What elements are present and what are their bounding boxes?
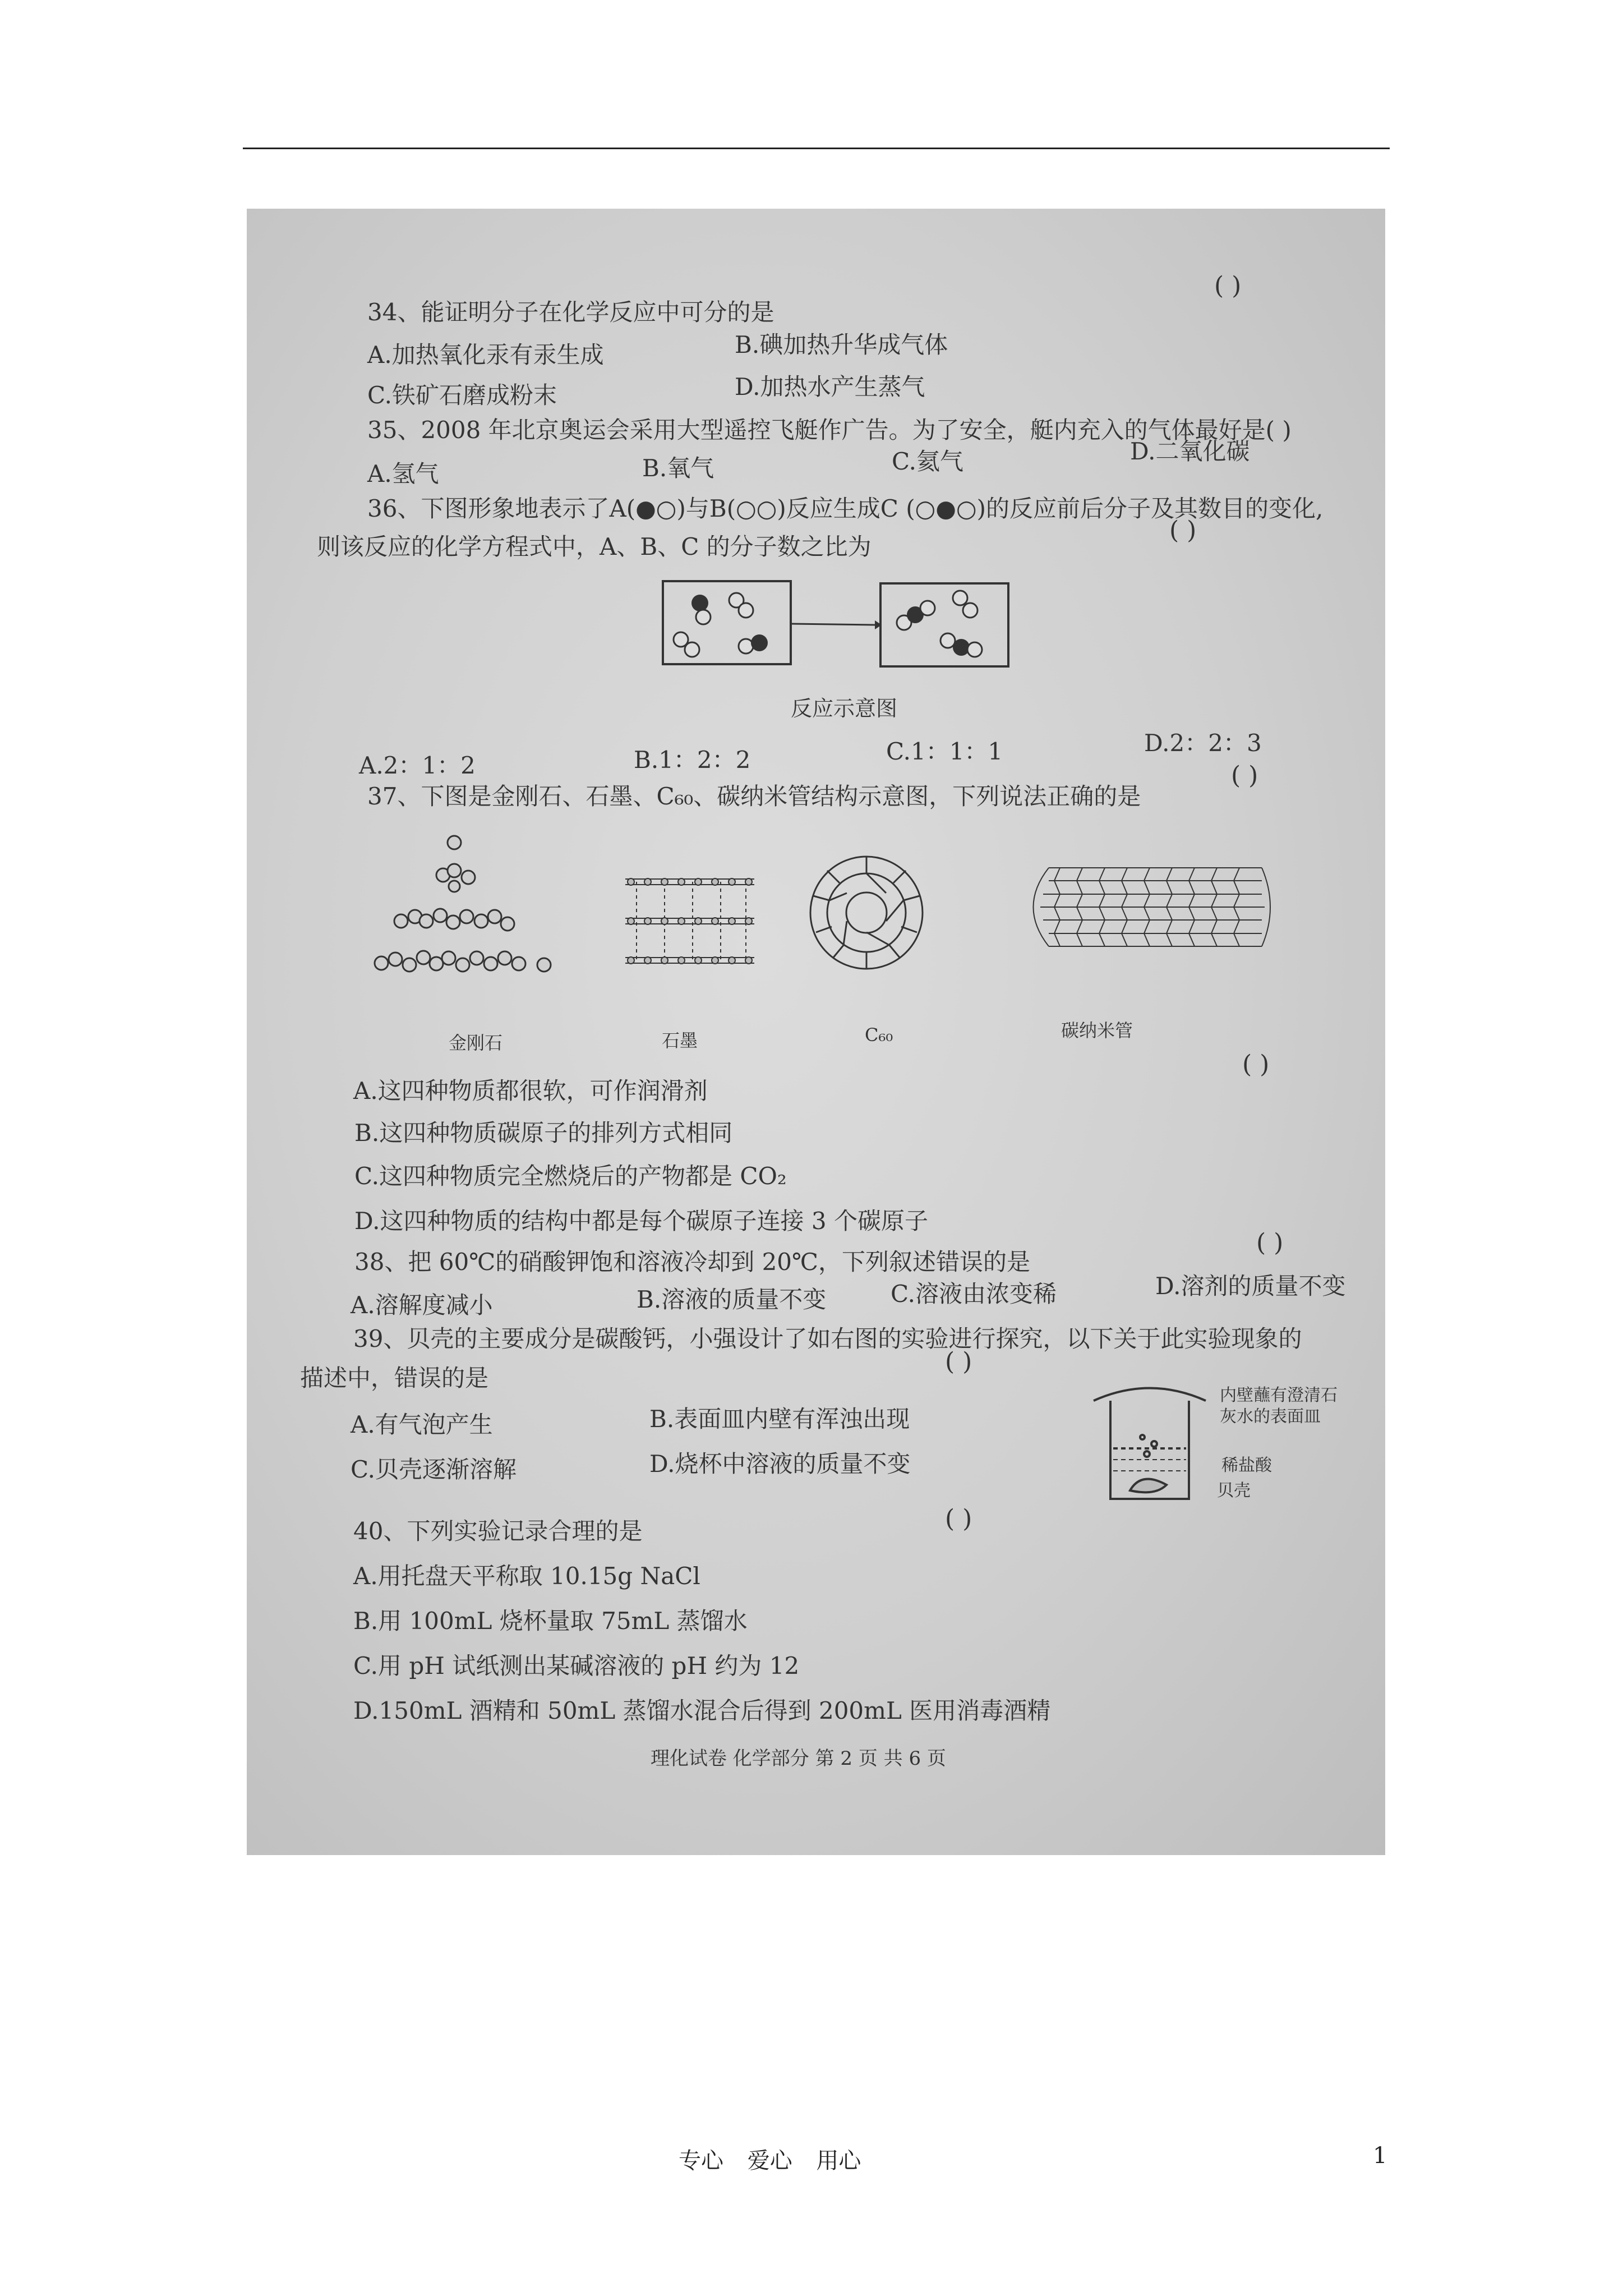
q34-stem: 34、能证明分子在化学反应中可分的是 <box>367 298 774 326</box>
atom-dark <box>691 595 708 611</box>
q39-stem-line2: 描述中，错误的是 <box>300 1364 489 1392</box>
q39-option-b: B.表面皿内壁有浑浊出现 <box>649 1405 910 1433</box>
q35-option-b: B.氧气 <box>642 454 714 482</box>
q40-option-a: A.用托盘天平称取 10.15g NaCl <box>353 1562 700 1590</box>
atom-dark <box>751 634 768 651</box>
q38-option-b: B.溶液的质量不变 <box>637 1286 827 1313</box>
before-box <box>663 581 791 664</box>
atom-light <box>920 601 935 615</box>
atom-light <box>696 610 711 624</box>
q34-option-d: D.加热水产生蒸气 <box>735 373 925 401</box>
q40-option-c: C.用 pH 试纸测出某碱溶液的 pH 约为 12 <box>353 1652 800 1680</box>
reaction-diagram-caption: 反应示意图 <box>791 696 898 721</box>
shell-acid-apparatus <box>1088 1381 1211 1510</box>
reaction-diagram <box>662 578 1009 679</box>
q36-answer-paren: ( ) <box>1169 516 1197 545</box>
label-diamond: 金刚石 <box>449 1032 503 1053</box>
q35-stem: 35、2008 年北京奥运会采用大型遥控飞艇作广告。为了安全，艇内充入的气体最好是( ) <box>367 416 1292 444</box>
apparatus-label-shell: 贝壳 <box>1217 1481 1251 1501</box>
q40-stem: 40、下列实验记录合理的是 <box>353 1517 643 1545</box>
q35-option-c: C.氦气 <box>892 448 963 475</box>
exam-page-photo <box>247 209 1385 1855</box>
q35-option-d: D.二氧化碳 <box>1130 438 1250 465</box>
q37-option-d: D.这四种物质的结构中都是每个碳原子连接 3 个碳原子 <box>354 1207 928 1235</box>
atom-light <box>953 591 967 605</box>
q35-option-a: A.氢气 <box>367 460 439 487</box>
q37-option-b: B.这四种物质碳原子的排列方式相同 <box>354 1119 733 1147</box>
carbon-nanotube-structure <box>1015 854 1273 960</box>
q38-stem: 38、把 60℃的硝酸钾饱和溶液冷却到 20℃，下列叙述错误的是 <box>354 1248 1030 1276</box>
q37-stem: 37、下图是金刚石、石墨、C₆₀、碳纳米管结构示意图，下列说法正确的是 <box>367 783 1141 810</box>
q36-option-c: C.1：1：1 <box>886 738 1003 765</box>
reaction-arrow-line <box>792 624 875 625</box>
q37-option-a: A.这四种物质都很软，可作润滑剂 <box>353 1077 708 1105</box>
atom-light <box>963 603 978 618</box>
atom-light <box>739 603 753 618</box>
q38-option-c: C.溶液由浓变稀 <box>891 1280 1057 1308</box>
q39-option-d: D.烧杯中溶液的质量不变 <box>649 1450 911 1478</box>
q34-option-a: A.加热氧化汞有汞生成 <box>367 341 604 369</box>
watch-glass <box>1094 1388 1206 1401</box>
photo-footer: 理化试卷 化学部分 第 2 页 共 6 页 <box>651 1747 946 1770</box>
atom-light <box>685 642 699 657</box>
q36-option-a: A.2：1：2 <box>359 752 476 779</box>
q36-option-d: D.2：2：3 <box>1144 729 1262 757</box>
q37-answer-paren-2: ( ) <box>1242 1050 1270 1079</box>
q37-option-c: C.这四种物质完全燃烧后的产物都是 CO₂ <box>354 1162 787 1190</box>
q36-stem-line2: 则该反应的化学方程式中，A、B、C 的分子数之比为 <box>317 533 872 560</box>
apparatus-label-watchglass-2: 灰水的表面皿 <box>1220 1407 1321 1427</box>
header-rule <box>243 148 1390 149</box>
q40-answer-paren: ( ) <box>945 1504 972 1533</box>
q34-option-b: B.碘加热升华成气体 <box>735 331 948 358</box>
q36-stem-line1: 36、下图形象地表示了A(●○)与B(○○)反应生成C (○●○)的反应前后分子及其数目的变化, <box>367 495 1324 522</box>
q39-answer-paren: ( ) <box>945 1347 972 1376</box>
label-c60: C₆₀ <box>865 1024 893 1046</box>
page-footer-motto: 专心 爱心 用心 <box>679 2148 861 2174</box>
label-carbon-nanotube: 碳纳米管 <box>1061 1020 1133 1041</box>
q37-answer-paren: ( ) <box>1231 761 1258 790</box>
atom-light <box>967 642 982 657</box>
q39-stem-line1: 39、贝壳的主要成分是碳酸钙，小强设计了如右图的实验进行探究，以下关于此实验现象的 <box>353 1325 1302 1352</box>
q36-option-b: B.1：2：2 <box>634 746 751 774</box>
apparatus-label-acid: 稀盐酸 <box>1221 1456 1272 1475</box>
c60-structure <box>805 848 928 977</box>
q38-answer-paren: ( ) <box>1256 1228 1284 1257</box>
shell <box>1130 1479 1166 1493</box>
atom-light <box>739 639 753 654</box>
atom-light <box>940 633 955 648</box>
diamond-structure <box>370 831 555 994</box>
q38-option-a: A.溶解度减小 <box>351 1291 493 1319</box>
label-graphite: 石墨 <box>662 1030 698 1051</box>
q39-option-c: C.贝壳逐渐溶解 <box>351 1456 517 1483</box>
page-number: 1 <box>1373 2143 1387 2169</box>
q40-option-b: B.用 100mL 烧杯量取 75mL 蒸馏水 <box>353 1607 748 1635</box>
graphite-structure <box>620 868 760 986</box>
apparatus-label-watchglass-1: 内壁蘸有澄清石 <box>1220 1386 1338 1405</box>
q34-option-c: C.铁矿石磨成粉末 <box>367 381 557 409</box>
q34-answer-paren: ( ) <box>1214 272 1242 300</box>
q38-option-d: D.溶剂的质量不变 <box>1155 1272 1346 1300</box>
q39-option-a: A.有气泡产生 <box>351 1411 493 1438</box>
q40-option-d: D.150mL 酒精和 50mL 蒸馏水混合后得到 200mL 医用消毒酒精 <box>353 1697 1051 1724</box>
